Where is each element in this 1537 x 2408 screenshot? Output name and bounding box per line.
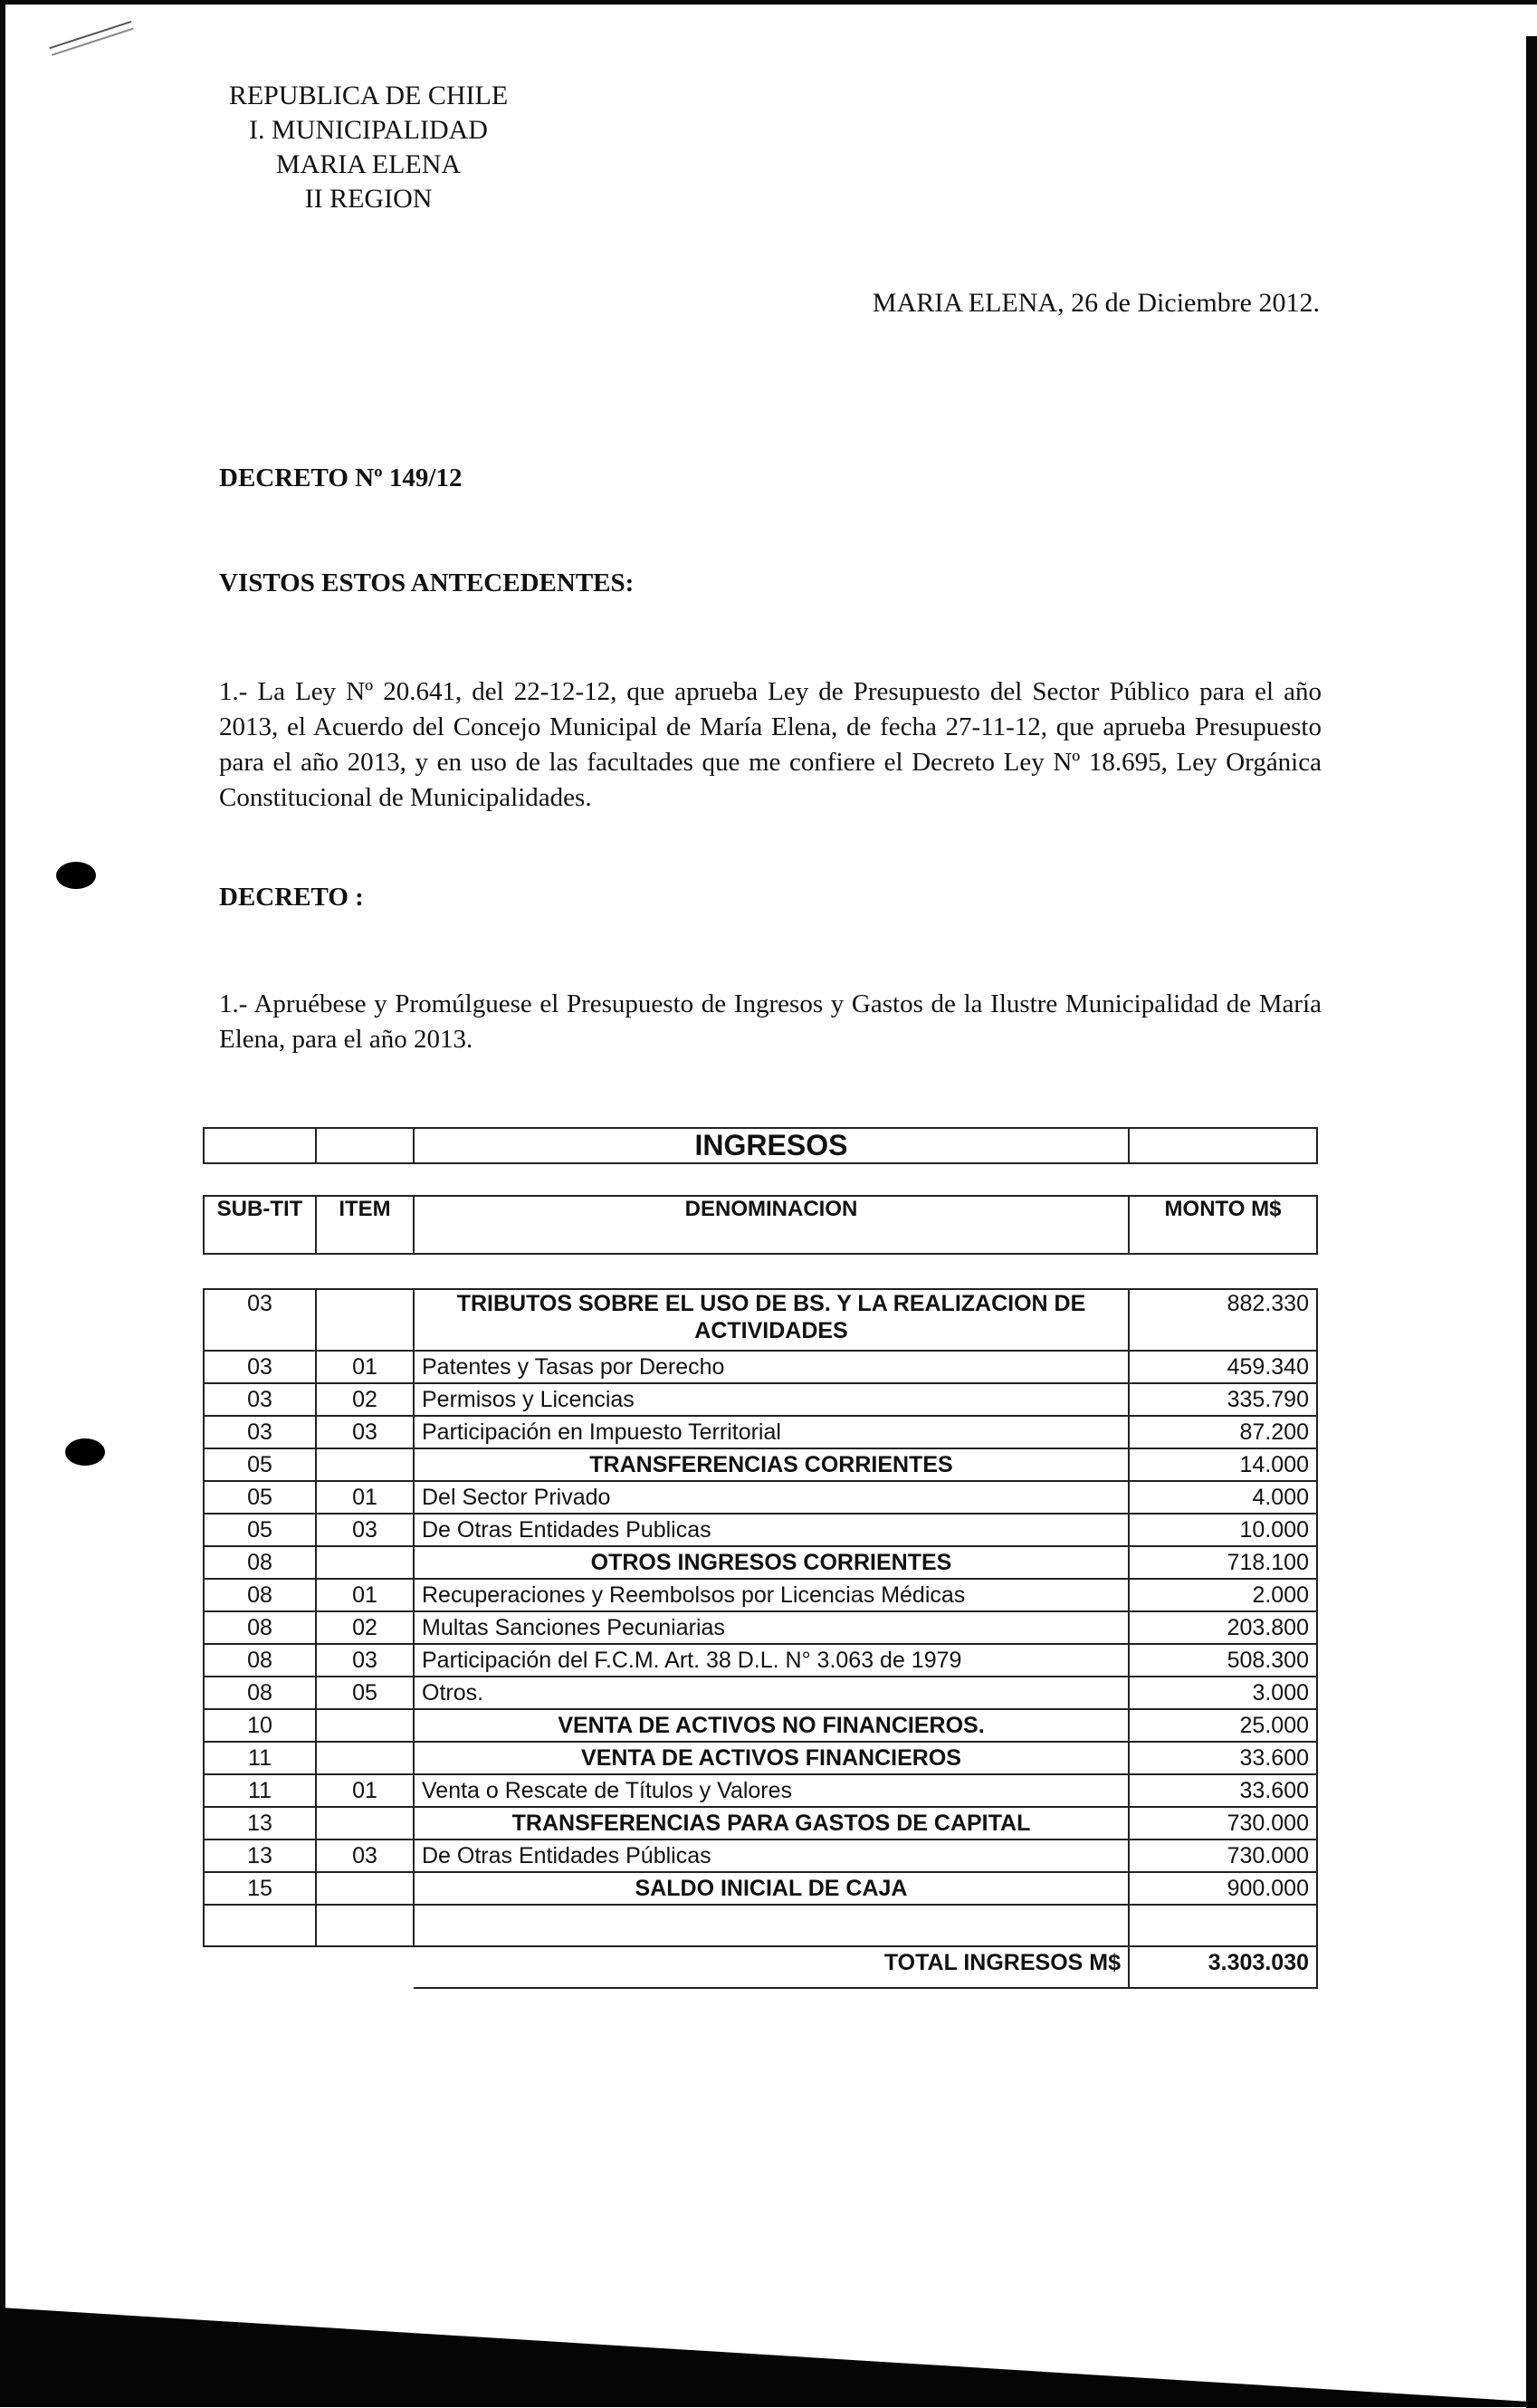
title-cell-empty: [204, 1128, 316, 1163]
cell-denominacion: Participación del F.C.M. Art. 38 D.L. N° 3.063 de 1979: [414, 1644, 1129, 1677]
cell-monto: 459.340: [1129, 1351, 1317, 1383]
scan-edge-top: [0, 0, 1537, 5]
header-denominacion: DENOMINACION: [414, 1196, 1129, 1254]
title-cell-empty: [1129, 1128, 1317, 1163]
cell-item: 01: [316, 1351, 414, 1383]
cell-monto: 203.800: [1129, 1611, 1317, 1644]
column-header-table: [203, 1195, 1318, 1255]
cell-denominacion: Venta o Rescate de Títulos y Valores: [414, 1774, 1129, 1807]
cell-monto: 730.000: [1129, 1807, 1317, 1839]
title-cell-empty: [316, 1128, 414, 1163]
scan-edge-left: [0, 0, 5, 2407]
letterhead-country: REPUBLICA DE CHILE: [228, 81, 509, 110]
cell-denominacion: TRANSFERENCIAS CORRIENTES: [414, 1448, 1129, 1481]
cell-subtit: 03: [204, 1351, 316, 1383]
table-row-group: [204, 1546, 1317, 1579]
cell-item: [316, 1742, 414, 1774]
cell-item: [316, 1807, 414, 1839]
cell-denominacion: Del Sector Privado: [414, 1481, 1129, 1514]
table-row: [204, 1514, 1317, 1546]
cell-subtit: 11: [204, 1742, 316, 1774]
cell-monto: 33.600: [1129, 1774, 1317, 1807]
letterhead: [215, 79, 522, 216]
ingresos-title-table: [203, 1127, 1318, 1164]
total-row: [204, 1946, 1317, 1988]
cell-subtit: 10: [204, 1709, 316, 1742]
cell-item: 02: [316, 1611, 414, 1644]
cell-denominacion: Multas Sanciones Pecuniarias: [414, 1611, 1129, 1644]
cell-subtit: 13: [204, 1807, 316, 1839]
vistos-heading: VISTOS ESTOS ANTECEDENTES:: [219, 569, 635, 597]
table-row-blank: [204, 1905, 1317, 1946]
scan-bottom-shadow: [0, 2308, 1537, 2407]
cell-subtit: 03: [204, 1289, 316, 1351]
cell-subtit: 05: [204, 1481, 316, 1514]
cell-subtit: 08: [204, 1579, 316, 1611]
cell-subtit: 03: [204, 1416, 316, 1448]
cell-monto: 14.000: [1129, 1448, 1317, 1481]
cell-denominacion: VENTA DE ACTIVOS NO FINANCIEROS.: [414, 1709, 1129, 1742]
table-row-group: [204, 1448, 1317, 1481]
cell-item: [316, 1546, 414, 1579]
cell-item: 02: [316, 1383, 414, 1416]
letterhead-municipality: I. MUNICIPALIDAD: [249, 115, 488, 145]
cell-monto: 2.000: [1129, 1579, 1317, 1611]
cell-item: 01: [316, 1579, 414, 1611]
cell-item: 05: [316, 1677, 414, 1709]
table-row: [204, 1383, 1317, 1416]
cell-item: [316, 1709, 414, 1742]
table-title: INGRESOS: [414, 1128, 1129, 1163]
table-row-group: [204, 1807, 1317, 1839]
cell-item: 03: [316, 1416, 414, 1448]
cell-item: [316, 1289, 414, 1351]
cell-monto: 882.330: [1129, 1289, 1317, 1351]
table-row: [204, 1644, 1317, 1677]
table-row-group: [204, 1742, 1317, 1774]
decreto-heading: DECRETO :: [219, 883, 364, 912]
cell-item: 03: [316, 1839, 414, 1872]
cell-denominacion: De Otras Entidades Publicas: [414, 1514, 1129, 1546]
table-row: [204, 1774, 1317, 1807]
cell-monto: 730.000: [1129, 1839, 1317, 1872]
table-row-group: [204, 1872, 1317, 1905]
scan-edge-right: [1526, 36, 1537, 2408]
ingresos-table-body: [204, 1289, 1317, 1905]
cell-denominacion: De Otras Entidades Públicas: [414, 1839, 1129, 1872]
table-row-group: [204, 1289, 1317, 1351]
cell-denominacion: Recuperaciones y Reembolsos por Licencias Médicas: [414, 1579, 1129, 1611]
cell-monto: 4.000: [1129, 1481, 1317, 1514]
total-value: 3.303.030: [1129, 1946, 1317, 1988]
table-row: [204, 1611, 1317, 1644]
header-subtit: SUB-TIT: [204, 1196, 316, 1254]
table-row: [204, 1839, 1317, 1872]
cell-subtit: 08: [204, 1677, 316, 1709]
table-row: [204, 1481, 1317, 1514]
cell-monto: 508.300: [1129, 1644, 1317, 1677]
cell-denominacion: TRANSFERENCIAS PARA GASTOS DE CAPITAL: [414, 1807, 1129, 1839]
letterhead-city: MARIA ELENA: [275, 149, 462, 179]
cell-subtit: 03: [204, 1383, 316, 1416]
decreto-paragraph: 1.- Apruébese y Promúlguese el Presupuesto de Ingresos y Gastos de la Ilustre Municipalidad de María Elena, para el año 2013.: [219, 989, 1322, 1054]
table-row-group: [204, 1709, 1317, 1742]
staple-mark: [49, 21, 133, 56]
table-row: [204, 1351, 1317, 1383]
cell-subtit: 08: [204, 1644, 316, 1677]
cell-denominacion: TRIBUTOS SOBRE EL USO DE BS. Y LA REALIZACION DE ACTIVIDADES: [414, 1289, 1129, 1351]
cell-subtit: 05: [204, 1514, 316, 1546]
cell-monto: 900.000: [1129, 1872, 1317, 1905]
cell-monto: 33.600: [1129, 1742, 1317, 1774]
decree-title: DECRETO Nº 149/12: [219, 463, 463, 492]
cell-subtit: 15: [204, 1872, 316, 1905]
cell-item: 03: [316, 1644, 414, 1677]
cell-denominacion: Patentes y Tasas por Derecho: [414, 1351, 1129, 1383]
cell-item: 03: [316, 1514, 414, 1546]
cell-denominacion: Participación en Impuesto Territorial: [414, 1416, 1129, 1448]
table-row: [204, 1677, 1317, 1709]
cell-monto: 10.000: [1129, 1514, 1317, 1546]
cell-subtit: 05: [204, 1448, 316, 1481]
table-row: [204, 1579, 1317, 1611]
cell-monto: 87.200: [1129, 1416, 1317, 1448]
cell-subtit: 08: [204, 1546, 316, 1579]
cell-denominacion: OTROS INGRESOS CORRIENTES: [414, 1546, 1129, 1579]
cell-item: [316, 1872, 414, 1905]
cell-denominacion: SALDO INICIAL DE CAJA: [414, 1872, 1129, 1905]
header-item: ITEM: [316, 1196, 414, 1254]
cell-monto: 335.790: [1129, 1383, 1317, 1416]
cell-monto: 718.100: [1129, 1546, 1317, 1579]
letterhead-region: II REGION: [304, 184, 433, 214]
total-label: TOTAL INGRESOS M$: [414, 1946, 1129, 1988]
cell-monto: 3.000: [1129, 1677, 1317, 1709]
document-date: MARIA ELENA, 26 de Diciembre 2012.: [872, 288, 1320, 318]
cell-subtit: 13: [204, 1839, 316, 1872]
punch-hole-icon: [65, 1438, 105, 1466]
header-monto: MONTO M$: [1129, 1196, 1317, 1254]
ingresos-table: [203, 1288, 1318, 1989]
punch-hole-icon: [56, 862, 96, 889]
cell-monto: 25.000: [1129, 1709, 1317, 1742]
cell-subtit: 08: [204, 1611, 316, 1644]
table-row: [204, 1416, 1317, 1448]
cell-denominacion: VENTA DE ACTIVOS FINANCIEROS: [414, 1742, 1129, 1774]
cell-item: 01: [316, 1481, 414, 1514]
cell-denominacion: Permisos y Licencias: [414, 1383, 1129, 1416]
cell-subtit: 11: [204, 1774, 316, 1807]
cell-item: 01: [316, 1774, 414, 1807]
cell-item: [316, 1448, 414, 1481]
vistos-paragraph: 1.- La Ley Nº 20.641, del 22-12-12, que aprueba Ley de Presupuesto del Sector Público para el año 2013, el Acuerdo del Concejo Municipal de María Elena, de fecha 27-11-12, que aprueba Presupuesto para el año 2013, y en uso de las facultades que me confiere el Decreto Ley Nº 18.695, Ley Orgánica Constitucional de Municipalidades.: [219, 677, 1322, 812]
cell-denominacion: Otros.: [414, 1677, 1129, 1709]
